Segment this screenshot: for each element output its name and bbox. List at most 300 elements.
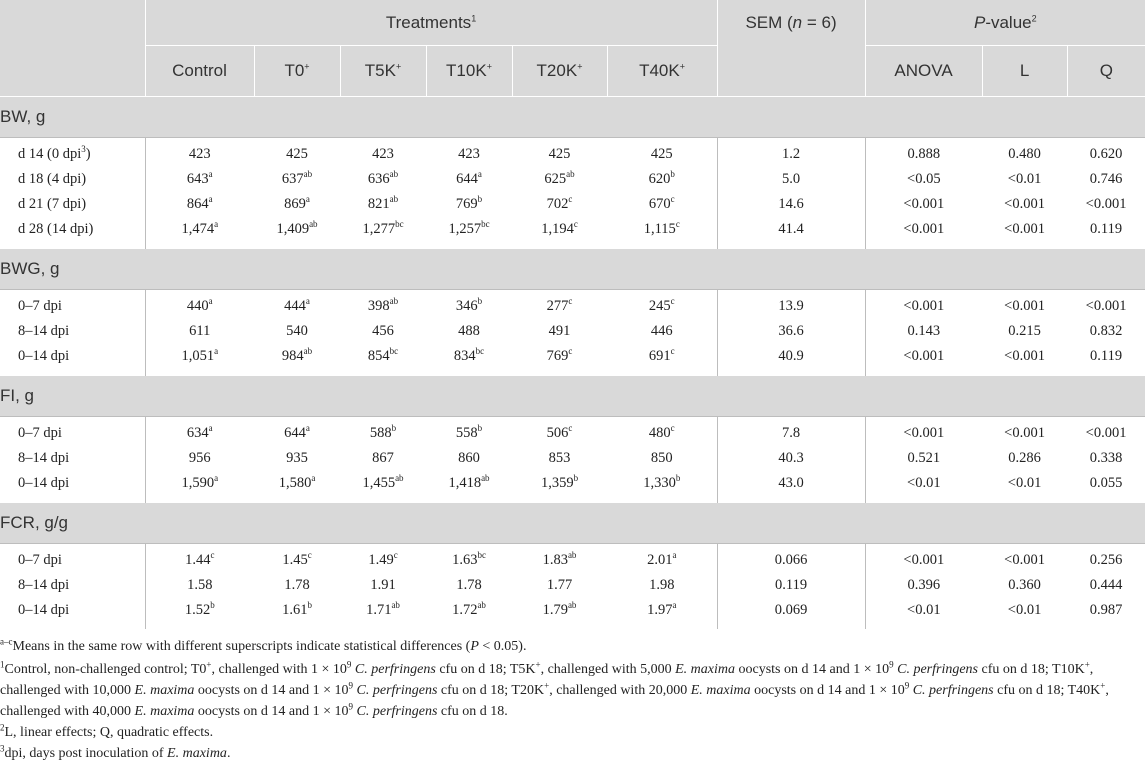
footnote-italic: E. maxima (134, 704, 195, 719)
value-cell (512, 446, 607, 471)
quadratic-cell: 0.338 (1089, 450, 1123, 466)
value: 540 (286, 323, 308, 339)
header-l: L (982, 46, 1067, 97)
value-cell (340, 344, 426, 376)
table-row (0, 573, 1145, 598)
quadratic-cell: <0.001 (1085, 425, 1127, 441)
value-cell (340, 544, 426, 574)
footnote-1 (0, 659, 1140, 722)
value: 277 (546, 298, 569, 314)
row-label (0, 446, 145, 471)
anova-cell: <0.001 (865, 217, 982, 249)
value-cell (426, 290, 512, 320)
value: 1.58 (187, 577, 213, 593)
value: 444 (284, 298, 306, 314)
footnote-italic: C. perfringens (912, 683, 994, 698)
value-cell (607, 471, 717, 503)
value-superscript: a (305, 423, 310, 434)
sem-cell: 40.3 (717, 446, 865, 471)
value-cell (145, 344, 254, 376)
value: 691 (648, 348, 671, 364)
value-superscript: c (675, 219, 680, 230)
sem-cell: 0.069 (717, 598, 865, 629)
value: 620 (648, 171, 671, 187)
footnotes (0, 636, 1140, 764)
value-cell (512, 573, 607, 598)
value: 245 (648, 298, 671, 314)
value-cell (426, 573, 512, 598)
linear-cell: <0.001 (1004, 425, 1045, 441)
value: 643 (186, 171, 209, 187)
col-header-t10k (426, 46, 512, 97)
value-superscript: ab (391, 600, 400, 611)
value-cell (340, 417, 426, 447)
table-row (0, 290, 1145, 320)
value-cell (340, 217, 426, 249)
section-row (0, 503, 1145, 544)
footnote-italic: E. maxima (167, 746, 227, 761)
linear-cell: <0.001 (1004, 348, 1045, 364)
value: 637 (281, 171, 304, 187)
footnote-text: cfu on d 18; T5K (435, 662, 536, 677)
footnote-text: Means in the same row with different superscripts indicate statistical differences ( (12, 639, 471, 654)
value: 1,277 (362, 221, 396, 237)
value-cell (512, 167, 607, 192)
footnote-mark: a–c (0, 636, 13, 647)
table-row (0, 598, 1145, 629)
value: 1.52 (184, 602, 211, 618)
value: 423 (458, 146, 480, 162)
footnote-text: L, linear effects; Q, quadratic effects. (4, 725, 214, 740)
value: 984 (281, 348, 304, 364)
anova-cell: <0.001 (865, 192, 982, 217)
section-title: BW, g (0, 97, 1145, 138)
value-cell (607, 192, 717, 217)
footnote-text: oocysts on d 14 and 1 × 10 (194, 704, 349, 719)
footnote-text: , challenged with 1 × 10 (211, 662, 347, 677)
value-cell (426, 192, 512, 217)
value-cell (145, 217, 254, 249)
row-label-text: d 14 (0 dpi (18, 146, 82, 162)
col-header-label: Control (172, 61, 227, 80)
value-cell (512, 471, 607, 503)
value-cell (145, 446, 254, 471)
linear-cell: 0.215 (1008, 323, 1041, 339)
section-row (0, 249, 1145, 290)
value: 1,359 (540, 475, 574, 491)
value-superscript: b (210, 600, 215, 611)
value-cell (254, 344, 340, 376)
value-cell (145, 319, 254, 344)
value: 636 (367, 171, 390, 187)
footnote-text: dpi, days post inoculation of (4, 746, 168, 761)
section-row (0, 376, 1145, 417)
anova-cell: <0.001 (865, 290, 982, 320)
sem-header (717, 0, 865, 97)
value-superscript: c (670, 346, 675, 357)
value-cell (512, 417, 607, 447)
value: 1.44 (185, 552, 211, 568)
value-superscript: bc (477, 550, 486, 561)
value-cell (254, 167, 340, 192)
value-cell (254, 192, 340, 217)
table-row (0, 446, 1145, 471)
footnote-text: oocysts on d 14 and 1 × 10 (735, 662, 890, 677)
value-cell (340, 192, 426, 217)
header-anova: ANOVA (865, 46, 982, 97)
linear-cell: 0.480 (1008, 146, 1041, 162)
value-cell (145, 573, 254, 598)
value-cell (607, 344, 717, 376)
value-cell (254, 446, 340, 471)
anova-cell: 0.396 (865, 573, 982, 598)
value-superscript: b (477, 194, 483, 205)
quadratic-cell: 0.987 (1089, 602, 1123, 618)
row-label (0, 573, 145, 598)
value-superscript: c (568, 194, 573, 205)
value-cell (254, 290, 340, 320)
row-label-text: 0–14 dpi (18, 475, 70, 491)
pvalue-p: P (973, 12, 986, 32)
value-cell (426, 138, 512, 168)
value-cell (512, 319, 607, 344)
quadratic-cell: 0.119 (1090, 348, 1123, 364)
value-superscript: a (305, 194, 310, 205)
quadratic-cell: 0.055 (1089, 475, 1123, 491)
row-label (0, 192, 145, 217)
value: 491 (548, 323, 571, 339)
value-superscript: ab (389, 296, 399, 307)
value-cell (607, 217, 717, 249)
anova-cell: <0.001 (865, 344, 982, 376)
value: 1,580 (278, 475, 312, 491)
value-cell (426, 217, 512, 249)
value: 935 (286, 450, 308, 466)
linear-cell: 0.286 (1008, 450, 1041, 466)
row-label (0, 598, 145, 629)
value: 558 (455, 425, 478, 441)
col-header-label: T5K (364, 61, 396, 80)
value-cell (426, 417, 512, 447)
row-label-sup: 3 (81, 144, 86, 155)
value: 1.72 (452, 602, 478, 618)
value: 670 (648, 196, 671, 212)
value: 702 (546, 196, 569, 212)
footnote-sup: + (1100, 680, 1106, 691)
value-cell (607, 544, 717, 574)
value: 1.49 (368, 552, 394, 568)
value: 1.45 (282, 552, 308, 568)
footnote-text: oocysts on d 14 and 1 × 10 (750, 683, 905, 698)
value-cell (254, 598, 340, 629)
linear-cell: <0.001 (1004, 221, 1045, 237)
value-cell (145, 598, 254, 629)
value: 1.98 (649, 577, 675, 593)
value: 821 (367, 196, 390, 212)
value-cell (340, 598, 426, 629)
value: 1.79 (542, 602, 568, 618)
value-superscript: b (477, 296, 483, 307)
value-superscript: a (477, 169, 482, 180)
value: 440 (186, 298, 209, 314)
value-superscript: ab (303, 169, 313, 180)
value-superscript: a (672, 550, 677, 561)
value: 446 (650, 323, 673, 339)
pvalue-header (865, 0, 1145, 46)
footnote-text: cfu on d 18; T40K (993, 683, 1101, 698)
value: 480 (648, 425, 671, 441)
value-superscript: a (311, 473, 316, 484)
value-cell (426, 598, 512, 629)
header-q: Q (1067, 46, 1145, 97)
value: 488 (458, 323, 480, 339)
col-header-t40k (607, 46, 717, 97)
value-superscript: a (214, 473, 219, 484)
value-superscript: a (305, 296, 310, 307)
footnote-italic: C. perfringens (356, 704, 438, 719)
value-superscript: ab (309, 219, 318, 230)
footnote-sup: + (1084, 659, 1090, 670)
treatments-footnote-mark: 1 (471, 12, 477, 23)
value-superscript: b (675, 473, 681, 484)
value: 625 (544, 171, 567, 187)
value-superscript: bc (395, 219, 404, 230)
footnote-sup: + (206, 659, 212, 670)
anova-cell: <0.05 (865, 167, 982, 192)
footnote-text: cfu on d 18. (437, 704, 508, 719)
value: 588 (369, 425, 392, 441)
quadratic-cell: <0.001 (1085, 298, 1127, 314)
value: 869 (284, 196, 306, 212)
footnote-sup: 9 (904, 680, 910, 691)
anova-cell: 0.521 (865, 446, 982, 471)
value-superscript: bc (481, 219, 490, 230)
value-superscript: c (573, 219, 578, 230)
value-cell (607, 290, 717, 320)
row-label (0, 167, 145, 192)
value-cell (512, 138, 607, 168)
row-label (0, 471, 145, 503)
sem-rest: = 6) (802, 13, 837, 32)
footnote-mark: 3 (0, 743, 5, 754)
row-label (0, 138, 145, 168)
value: 1,051 (181, 348, 215, 364)
row-label-text: 0–14 dpi (18, 602, 70, 618)
sem-cell: 1.2 (717, 138, 865, 168)
value: 423 (188, 146, 211, 162)
value: 425 (286, 146, 308, 162)
footnote-2 (0, 722, 1140, 743)
section-title: FI, g (0, 376, 1145, 417)
sem-cell: 5.0 (717, 167, 865, 192)
pvalue-label: -value (985, 12, 1032, 32)
value-cell (145, 417, 254, 447)
col-header-sup: + (304, 61, 310, 72)
row-label-text: 8–14 dpi (18, 577, 70, 593)
quadratic-cell: 0.444 (1089, 577, 1123, 593)
footnote-sup: + (535, 659, 541, 670)
value-superscript: a (208, 169, 213, 180)
value-cell (145, 471, 254, 503)
value: 1.97 (647, 602, 673, 618)
sem-cell: 41.4 (717, 217, 865, 249)
value: 850 (650, 450, 673, 466)
value-superscript: c (307, 550, 312, 561)
value: 2.01 (647, 552, 673, 568)
value-superscript: b (307, 600, 312, 611)
value: 346 (455, 298, 478, 314)
table-body (0, 97, 1145, 630)
value-superscript: a (214, 219, 219, 230)
value: 1.63 (452, 552, 478, 568)
value: 1.78 (456, 577, 482, 593)
value: 1.61 (282, 602, 308, 618)
value: 860 (458, 450, 480, 466)
footnote-p: P (470, 639, 479, 654)
sem-cell: 0.119 (717, 573, 865, 598)
footnote-3 (0, 743, 1140, 764)
value-cell (607, 573, 717, 598)
sem-cell: 36.6 (717, 319, 865, 344)
value: 1.91 (370, 577, 396, 593)
header-empty-cell (0, 0, 145, 97)
col-header-label: T40K (639, 61, 680, 80)
value: 1.78 (284, 577, 310, 593)
value-superscript: ab (567, 550, 577, 561)
linear-cell: <0.01 (1007, 602, 1042, 618)
sem-cell: 40.9 (717, 344, 865, 376)
col-header-t5k (340, 46, 426, 97)
value: 634 (186, 425, 209, 441)
sem-cell: 43.0 (717, 471, 865, 503)
value: 854 (367, 348, 390, 364)
footnote-sup: 9 (348, 680, 354, 691)
quadratic-cell: 0.256 (1089, 552, 1123, 568)
value-superscript: a (208, 194, 213, 205)
value: 644 (284, 425, 306, 441)
row-label-text: 8–14 dpi (18, 450, 70, 466)
value-superscript: ab (567, 600, 577, 611)
value-cell (254, 417, 340, 447)
row-label (0, 290, 145, 320)
value-cell (512, 217, 607, 249)
value: 867 (372, 450, 394, 466)
value-cell (340, 471, 426, 503)
value-cell (426, 167, 512, 192)
value: 425 (650, 146, 673, 162)
value-cell (426, 446, 512, 471)
value: 1,330 (643, 475, 676, 491)
linear-cell: <0.01 (1007, 171, 1042, 187)
anova-cell: <0.001 (865, 544, 982, 574)
value: 1,194 (541, 221, 574, 237)
value-superscript: ab (303, 346, 313, 357)
footnote-text: , challenged with 40,000 (0, 683, 1109, 719)
value-cell (254, 471, 340, 503)
linear-cell: 0.360 (1008, 577, 1041, 593)
value-superscript: a (672, 600, 677, 611)
anova-cell: 0.888 (865, 138, 982, 168)
header-row-2 (0, 46, 1145, 97)
value: 423 (372, 146, 394, 162)
footnote-ac (0, 636, 1140, 657)
col-header-control (145, 46, 254, 97)
footnote-italic: E. maxima (690, 683, 751, 698)
value-superscript: ab (389, 169, 399, 180)
footnote-text: Control, non-challenged control; T0 (4, 662, 207, 677)
row-label (0, 217, 145, 249)
table-row (0, 344, 1145, 376)
footnote-italic: E. maxima (134, 683, 195, 698)
table-row (0, 471, 1145, 503)
value-cell (145, 290, 254, 320)
value-superscript: c (393, 550, 398, 561)
section-title: BWG, g (0, 249, 1145, 290)
value: 1,418 (448, 475, 482, 491)
value-superscript: ab (481, 473, 490, 484)
value-superscript: a (208, 423, 213, 434)
value: 864 (186, 196, 209, 212)
row-label-text: 0–14 dpi (18, 348, 70, 364)
value-superscript: ab (477, 600, 486, 611)
footnote-text: cfu on d 18; T10K (978, 662, 1085, 677)
footnote-italic: C. perfringens (897, 662, 978, 677)
anova-cell: <0.01 (865, 598, 982, 629)
col-header-sup: + (395, 61, 402, 72)
value-cell (607, 446, 717, 471)
value-cell (512, 598, 607, 629)
value-cell (254, 319, 340, 344)
value-superscript: c (670, 296, 675, 307)
value-cell (512, 544, 607, 574)
value-cell (254, 573, 340, 598)
footnote-italic: E. maxima (675, 662, 735, 677)
col-header-sup: + (679, 61, 685, 72)
value-superscript: bc (389, 346, 399, 357)
col-header-label: T20K (536, 61, 578, 80)
value-superscript: c (210, 550, 215, 561)
value: 1,115 (643, 221, 676, 237)
footnote-text: , challenged with 10,000 (0, 662, 1094, 698)
value: 644 (456, 171, 478, 187)
value-cell (340, 290, 426, 320)
value-cell (607, 598, 717, 629)
footnote-sup: + (544, 680, 550, 691)
footnote-text: oocysts on d 14 and 1 × 10 (194, 683, 349, 698)
sem-n: n (792, 13, 803, 32)
value-cell (426, 319, 512, 344)
footnote-italic: C. perfringens (356, 683, 438, 698)
footnote-mark: 2 (0, 722, 5, 733)
value-cell (607, 167, 717, 192)
value-cell (254, 217, 340, 249)
value: 398 (367, 298, 390, 314)
table-row (0, 167, 1145, 192)
value-cell (145, 544, 254, 574)
footnote-sup: 9 (889, 659, 894, 670)
footnote-text: , challenged with 20,000 (549, 683, 691, 698)
value-superscript: c (568, 423, 573, 434)
sem-cell: 7.8 (717, 417, 865, 447)
table-row (0, 417, 1145, 447)
anova-cell: <0.001 (865, 417, 982, 447)
value-cell (426, 471, 512, 503)
value: 506 (546, 425, 569, 441)
col-header-label: T10K (446, 61, 487, 80)
row-label-text: d 18 (4 dpi) (18, 171, 87, 187)
value: 1,474 (181, 221, 215, 237)
row-label-text: 0–7 dpi (18, 425, 62, 441)
